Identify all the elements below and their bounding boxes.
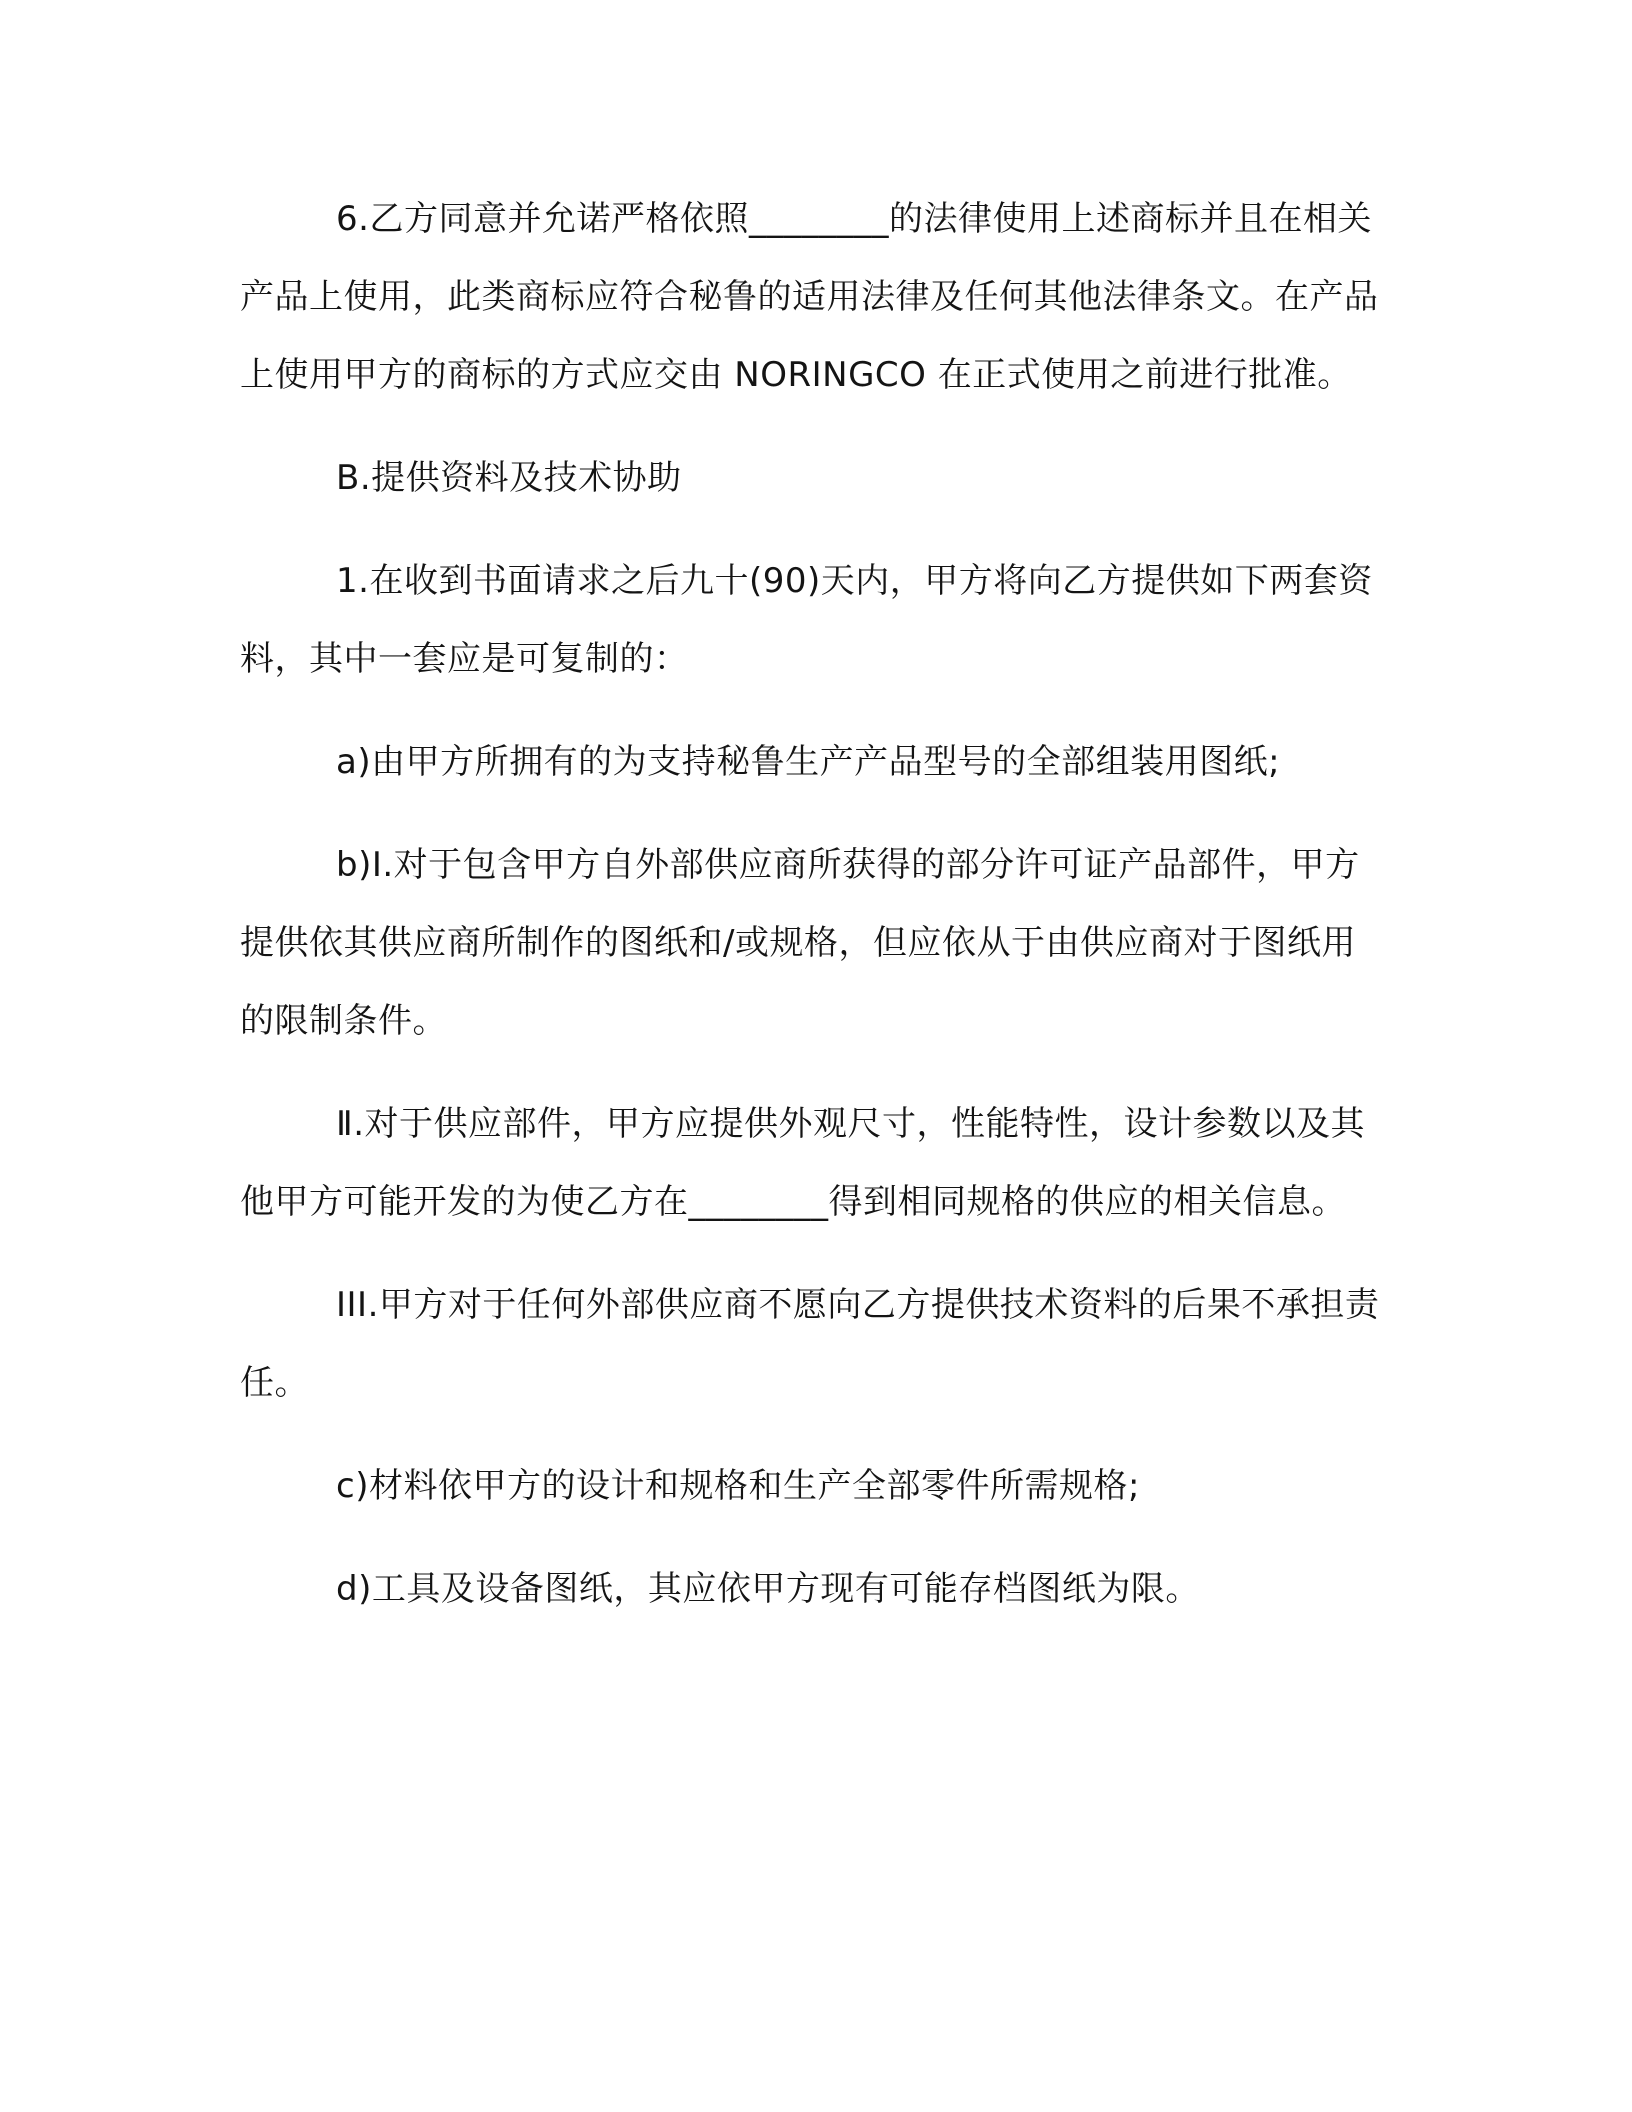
document-body [240,180,1380,1653]
paragraph-materials-provision: 1.在收到书面请求之后九十(90)天内，甲方将向乙方提供如下两套资料，其中一套应是可复制的： [240,561,1373,679]
list-item-b-i: b)Ⅰ.对于包含甲方自外部供应商所获得的部分许可证产品部件，甲方提供依其供应商所制作的图纸和/或规格，但应依从于由供应商对于图纸用的限制条件。 [240,845,1360,1041]
list-item-c: c)材料依甲方的设计和规格和生产全部零件所需规格; [336,1466,1140,1506]
list-item-d: d)工具及设备图纸，其应依甲方现有可能存档图纸为限。 [336,1569,1200,1609]
paragraph-trademark-usage: 6.乙方同意并允诺严格依照________的法律使用上述商标并且在相关产品上使用，此类商标应符合秘鲁的适用法律及任何其他法律条文。在产品上使用甲方的商标的方式应交由 NORINGCO 在正式使用之前进行批准。 [240,199,1379,395]
list-item-b-iii: III.甲方对于任何外部供应商不愿向乙方提供技术资料的后果不承担责任。 [240,1285,1380,1403]
list-item-a: a)由甲方所拥有的为支持秘鲁生产产品型号的全部组装用图纸; [336,742,1281,782]
list-item-b-ii: Ⅱ.对于供应部件，甲方应提供外观尺寸，性能特性，设计参数以及其他甲方可能开发的为使乙方在________得到相同规格的供应的相关信息。 [240,1104,1366,1222]
section-heading-b: B.提供资料及技术协助 [336,458,682,498]
